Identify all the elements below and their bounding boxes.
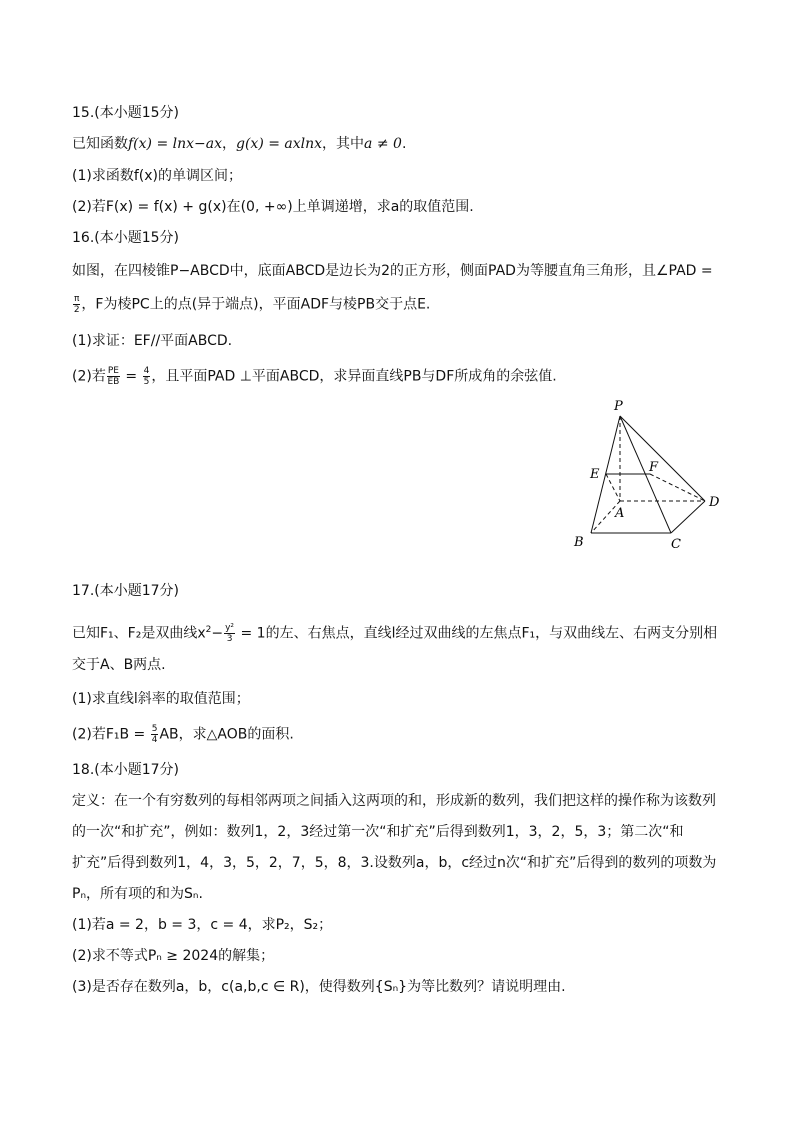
q17-frac-den: 4	[151, 735, 158, 745]
label-D: D	[709, 495, 720, 510]
q16-value-den: 5	[143, 377, 150, 387]
q15-period: .	[401, 136, 407, 152]
q17-y-num: y²	[225, 623, 235, 634]
q16-value-num: 4	[143, 366, 150, 376]
q17-stem-a: 已知F₁、F₂是双曲线x	[72, 625, 206, 642]
q16-stem-line1: 如图，在四棱锥P−ABCD中，底面ABCD是边长为2的正方形，侧面PAD为等腰直角三角形，且∠PAD =	[72, 263, 713, 279]
q16-angle-fraction	[73, 294, 80, 315]
q15-comma: ，	[222, 136, 236, 152]
q16-stem2: ，F为棱PC上的点(异于端点)，平面ADF与棱PB交于点E.	[81, 296, 431, 313]
q16-angle-num: π	[74, 294, 80, 304]
q15-g-def: g(x) = axlnx	[236, 136, 323, 152]
q17-stem-line1	[72, 620, 717, 644]
label-F: F	[649, 460, 659, 475]
q17-part2-a: (2)若F₁B =	[72, 726, 150, 743]
q16-part1: (1)求证：EF//平面ABCD.	[72, 333, 233, 349]
segment-EA	[606, 474, 620, 501]
q18-part1: (1)若a = 2，b = 3，c = 4，求P₂，S₂；	[72, 917, 333, 933]
q16-stem-line2	[72, 294, 430, 315]
pyramid-figure	[568, 396, 738, 556]
q16-ratio-num: PE	[107, 366, 119, 376]
label-A: A	[615, 506, 625, 521]
q18-stem-line4: Pₙ，所有项的和为Sₙ.	[72, 886, 203, 902]
q16-eq: =	[120, 368, 142, 385]
q16-ratio-den: EB	[107, 377, 120, 387]
q17-part2-b: AB，求△AOB的面积.	[159, 726, 294, 743]
q15-stem	[72, 134, 406, 154]
q15-stem-b: ，其中	[322, 136, 365, 152]
q16-header: 16.(本小题15分)	[72, 230, 180, 246]
q17-stem-line2: 交于A、B两点.	[72, 657, 166, 673]
segment-FD	[650, 474, 705, 501]
q18-part3: (3)是否存在数列a，b，c(a,b,c ∈ R)，使得数列{Sₙ}为等比数列？请说明理由.	[72, 979, 566, 995]
q17-y-fraction	[224, 623, 235, 644]
q16-part2	[72, 366, 557, 387]
q17-frac-num: 5	[151, 724, 158, 734]
q15-f-def: f(x) = lnx−ax	[128, 136, 222, 152]
q16-part2-a: (2)若	[72, 368, 106, 385]
q18-part2: (2)求不等式Pₙ ≥ 2024的解集；	[72, 948, 275, 964]
q18-stem-line1: 定义：在一个有穷数列的每相邻两项之间插入这两项的和，形成新的数列，我们把这样的操作称为该数列	[72, 793, 716, 809]
q17-minus: −	[211, 625, 224, 642]
q15-part1: (1)求函数f(x)的单调区间；	[72, 168, 242, 184]
q16-ratio-fraction	[107, 366, 120, 387]
q17-y-den: 3	[226, 634, 233, 645]
label-E: E	[590, 467, 600, 482]
q16-part2-b: ，且平面PAD ⊥平面ABCD，求异面直线PB与DF所成角的余弦值.	[151, 368, 557, 385]
q18-stem-line2: 的一次“和扩充”，例如：数列1，2，3经过第一次“和扩充”后得到数列1，3，2，5，3；第二次“和	[72, 824, 684, 840]
label-C: C	[671, 537, 681, 552]
q16-value-fraction	[143, 366, 151, 387]
edge-PD	[620, 416, 705, 501]
q15-stem-a: 已知函数	[72, 136, 128, 152]
q17-part1: (1)求直线l斜率的取值范围；	[72, 691, 250, 707]
q17-fraction	[151, 724, 159, 745]
label-B: B	[574, 535, 584, 550]
label-P: P	[614, 399, 623, 414]
q15-condition: a ≠ 0	[364, 136, 402, 152]
q16-angle-den: 2	[73, 305, 80, 315]
q17-part2	[72, 724, 294, 745]
q17-x-exponent: 2	[205, 625, 212, 635]
q17-stem-b: = 1的左、右焦点，直线l经过双曲线的左焦点F₁，与双曲线左、右两支分别相	[236, 625, 718, 642]
q15-part2: (2)若F(x) = f(x) + g(x)在(0, +∞)上单调递增，求a的取值范围.	[72, 199, 474, 215]
q18-stem-line3: 扩充”后得到数列1，4，3，5，2，7，5，8，3.设数列a，b，c经过n次“和扩充”后得到的数列的项数为	[72, 855, 717, 871]
q15-header: 15.(本小题15分)	[72, 105, 180, 121]
edge-CD	[671, 501, 705, 533]
q17-header: 17.(本小题17分)	[72, 583, 180, 599]
q18-header: 18.(本小题17分)	[72, 762, 180, 778]
